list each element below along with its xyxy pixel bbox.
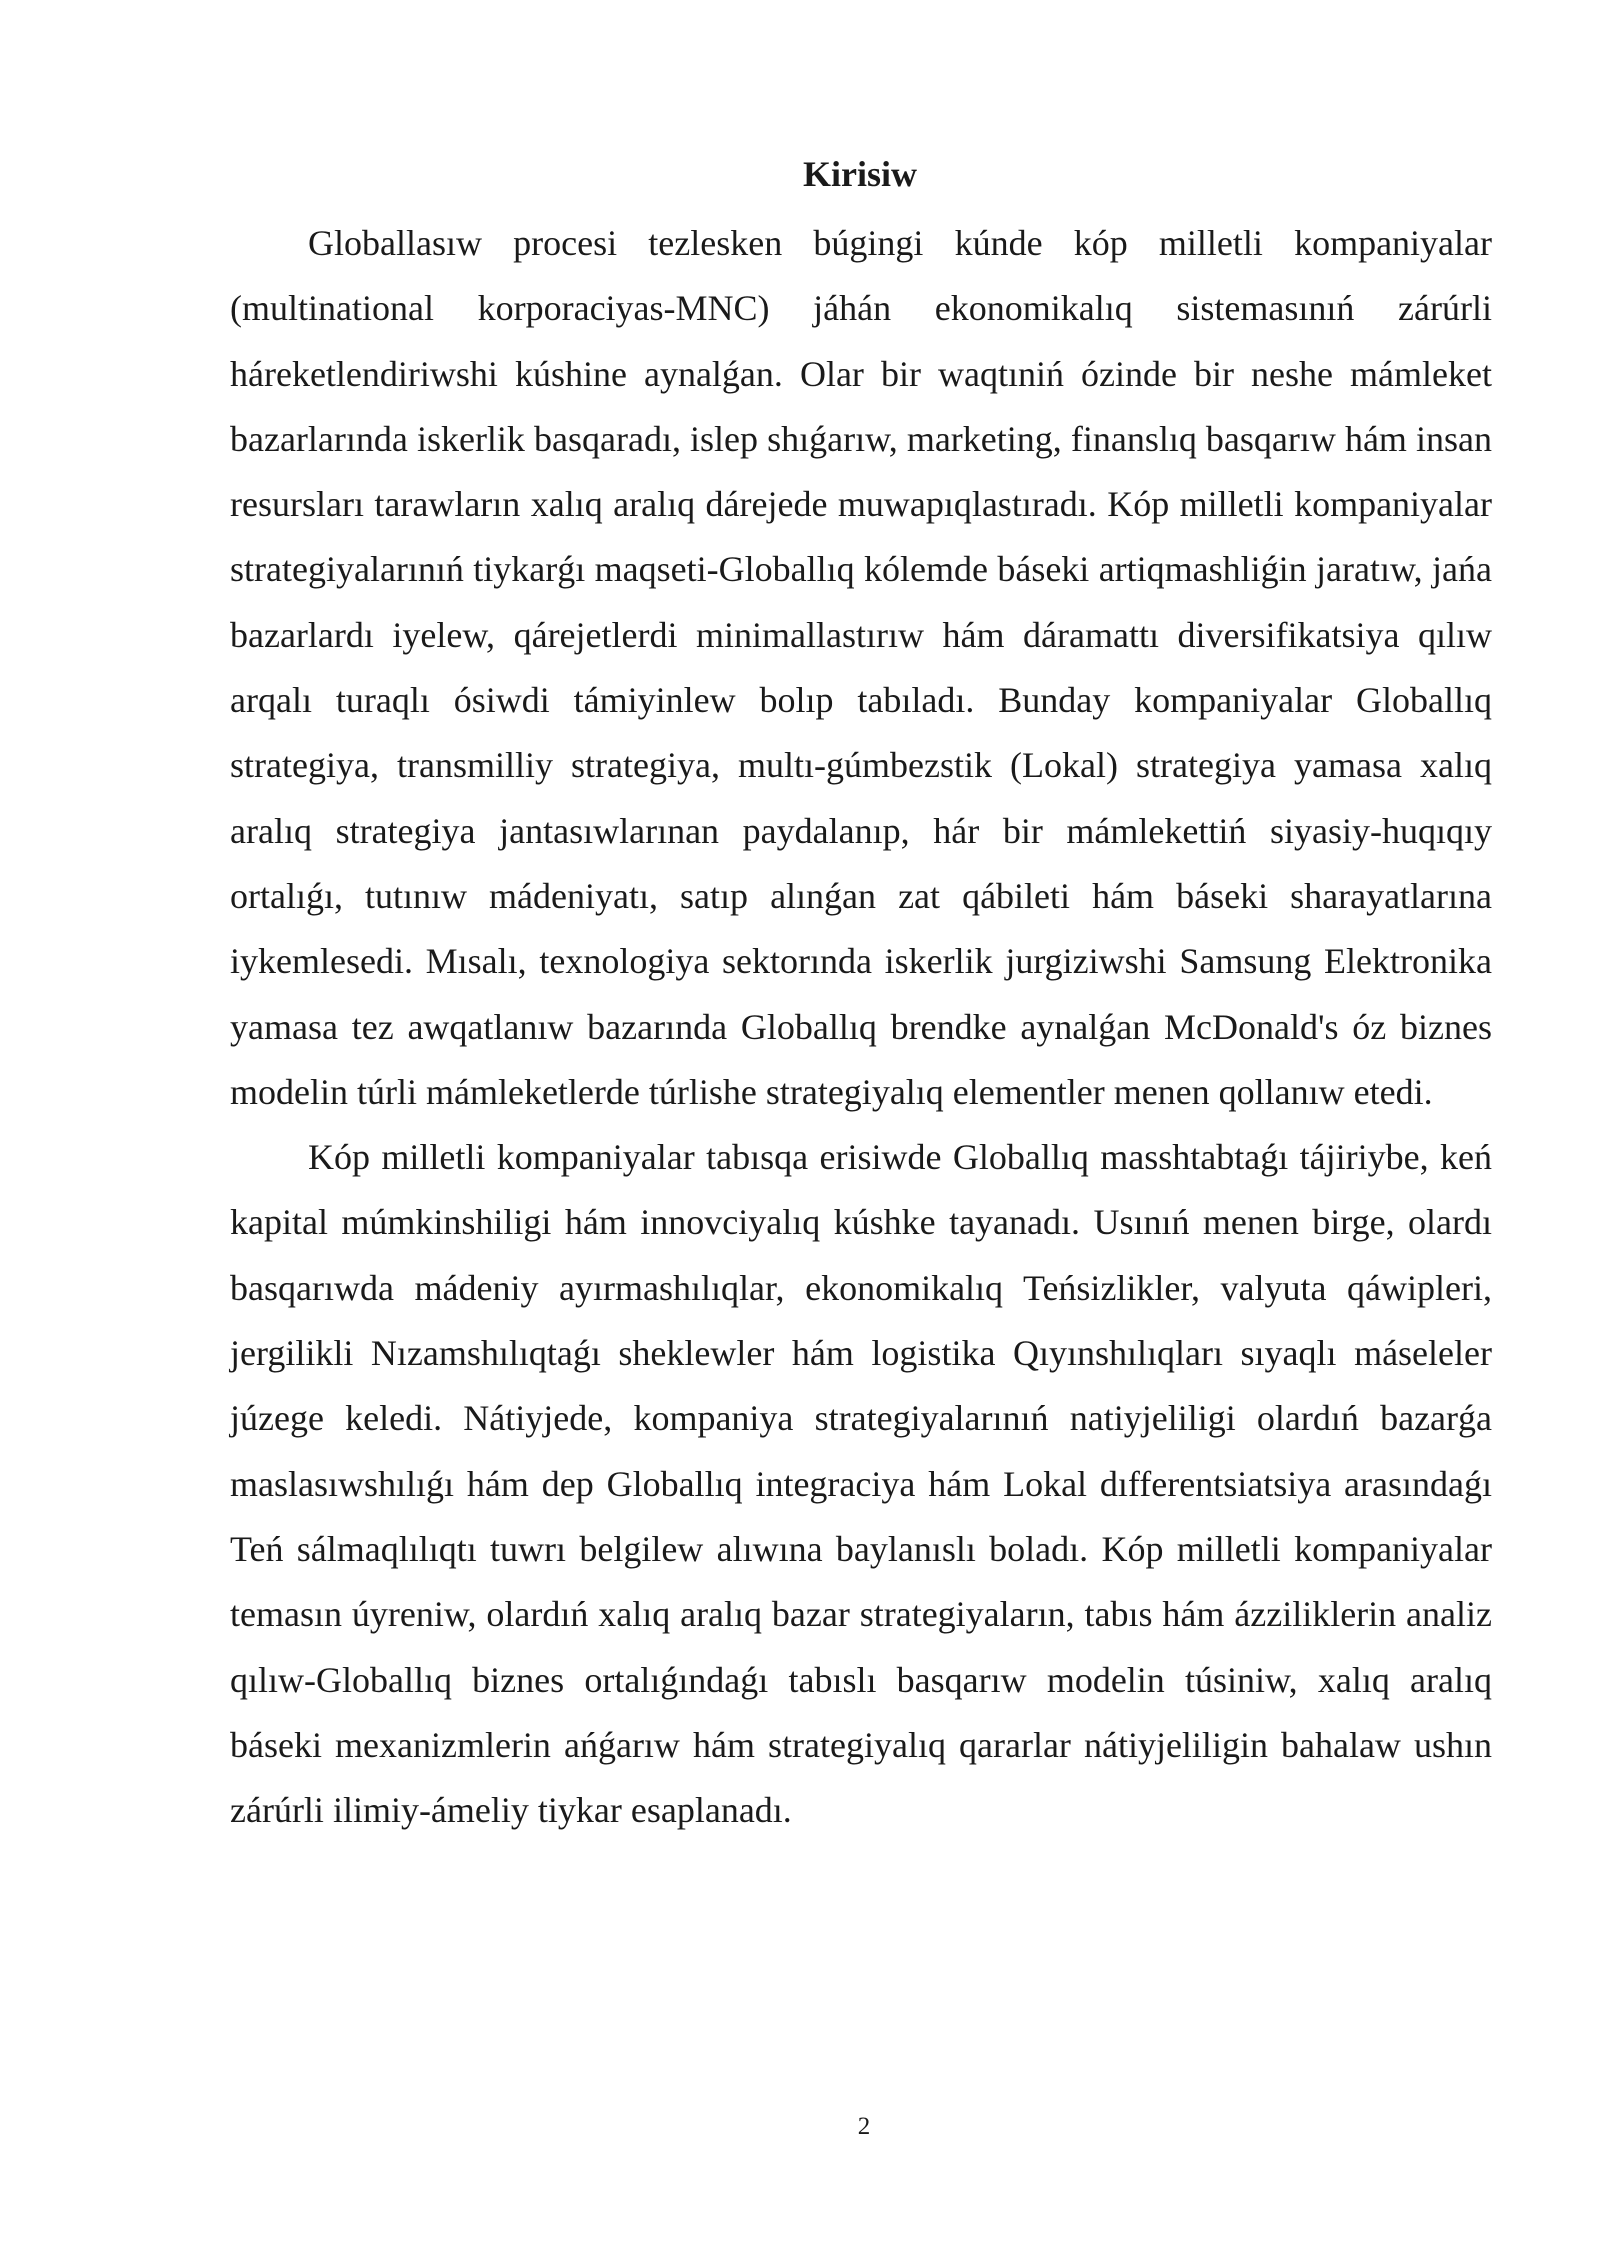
page-number: 2 <box>857 2113 871 2140</box>
section-title: Kirisiw <box>803 154 917 194</box>
paragraph-2: Kóp milletli kompaniyalar tabısqa erisiwde Globallıq masshtabtaǵı tájiriybe, keń kapital múmkinshiligi hám innovciyalıq kúshke tayanadı. Usınıń menen birge, olardı basqarıwda mádeniy ayırmashılıqlar, ekonomikalıq Teńsizlikler, valyuta qáwipleri, jergilikli Nızamshılıqtaǵı sheklewler hám logistika Qıyınshılıqları sıyaqlı máseleler júzege keledi. Nátiyjede, kompaniya strategiyalarınıń natiyjeliligi olardıń bazarǵa maslasıwshılıǵı hám dep Globallıq integraciya hám Lokal dıfferentsiatsiya arasındaǵı Teń sálmaqlılıqtı tuwrı belgilew alıwına baylanıslı boladı. Kóp milletli kompaniyalar temasın úyreniw, olardıń xalıq aralıq bazar strategiyaların, tabıs hám ázziliklerin analiz qılıw-Globallıq biznes ortalıǵındaǵı tabıslı basqarıw modelin túsiniw, xalıq aralıq báseki mexanizmlerin ańǵarıw hám strategiyalıq qararlar nátiyjeliligin bahalaw ushın zárúrli ilimiy-ámeliy tiykar esaplanadı. <box>230 1137 1492 1831</box>
paragraph-1: Globallasıw procesi tezlesken búgingi kúnde kóp milletli kompaniyalar (multinational korporaciyas-MNC) jáhán ekonomikalıq sistemasınıń zárúrli háreketlendiriwshi kúshine aynalǵan. Olar bir waqtıniń ózinde bir neshe mámleket bazarlarında iskerlik basqaradı, islep shıǵarıw, marketing, finanslıq basqarıw hám insan resursları tarawların xalıq aralıq dárejede muwapıqlastıradı. Kóp milletli kompaniyalar strategiyalarınıń tiykarǵı maqseti-Globallıq kólemde báseki artiqmashliǵin jaratıw, jańa bazarlardı iyelew, qárejetlerdi minimallastırıw hám dáramattı diversifikatsiya qılıw arqalı turaqlı ósiwdi támiyinlew bolıp tabıladı. Bunday kompaniyalar Globallıq strategiya, transmilliy strategiya, multı-gúmbezstik (Lokal) strategiya yamasa xalıq aralıq strategiya jantasıwlarınan paydalanıp, hár bir mámlekettiń siyasiy-huqıqıy ortalıǵı, tutınıw mádeniyatı, satıp alınǵan zat qábileti hám báseki sharayatlarına iykemlesedi. Mısalı, texnologiya sektorında iskerlik jurgiziwshi Samsung Elektronika yamasa tez awqatlanıw bazarında Globallıq brendke aynalǵan McDonald's óz biznes modelin túrli mámleketlerde túrlishe strategiyalıq elementler menen qollanıw etedi. <box>230 223 1492 1112</box>
body-text <box>230 211 1492 1843</box>
